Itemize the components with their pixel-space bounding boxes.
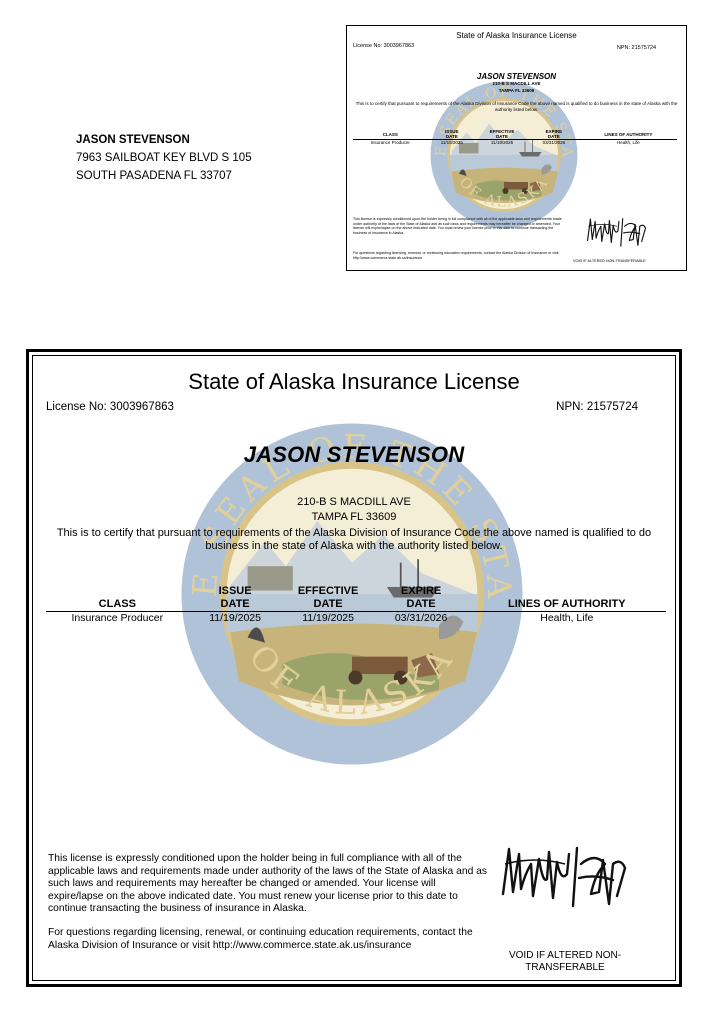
holder-address-line1: 210-B S MACDILL AVE — [297, 496, 411, 508]
small-license-card — [346, 25, 687, 271]
holder-address-line2: TAMPA FL 33609 — [311, 511, 397, 523]
void-notice: VOID IF ALTERED NON-TRANSFERABLE — [573, 259, 646, 263]
cell-expire: 03/31/2026 — [542, 140, 566, 145]
license-number: License No: 3003967863 — [46, 401, 174, 413]
large-license-card — [26, 349, 682, 987]
license-number: License No: 3003967863 — [353, 43, 415, 49]
holder-name: JASON STEVENSON — [243, 442, 465, 467]
header-loa: LINES OF AUTHORITY — [604, 131, 653, 137]
condition-text: This license is expressly conditioned upon the holder being in full compliance with all of the applicable laws and requirements made under authority of the laws of the State of Alaska and as such laws and requirements may hereafter be changed or amended. Your license will expire/lapse on the above indicated date. You must renew your license prior to this date to continue transacting the business of insurance in Alaska. — [48, 853, 488, 914]
npn-number: NPN: 21575724 — [616, 45, 656, 51]
table-row — [46, 612, 666, 626]
cell-class: Insurance Producer — [370, 140, 410, 145]
mailing-line2: SOUTH PASADENA FL 33707 — [76, 170, 232, 182]
holder-name: JASON STEVENSON — [476, 72, 557, 81]
table-header-row — [46, 585, 666, 612]
table-header-row — [353, 129, 677, 140]
cell-loa: Health, Life — [540, 612, 594, 624]
cell-expire: 03/31/2026 — [394, 612, 448, 624]
header-issue-date: DATE — [445, 134, 458, 139]
holder-address-line2: TAMPA FL 33609 — [498, 88, 535, 93]
header-issue-date: DATE — [220, 598, 250, 610]
license-table — [353, 129, 677, 145]
header-effective-date: DATE — [496, 134, 508, 139]
condition-text: This license is expressly conditioned upon the holder being in full compliance with all of the applicable laws and requirements made under authority of the laws of the State of Alaska and as such laws and requirements may hereafter be changed or amended. Your license will expire/lapse on the above indicated date. You must renew your license prior to this date to continue transacting the business of insurance in Alaska. — [353, 217, 562, 235]
header-expire-date: DATE — [547, 134, 560, 139]
header-expire: EXPIRE — [400, 585, 442, 597]
table-row — [353, 140, 677, 146]
header-class: CLASS — [98, 598, 136, 610]
certify-statement: This is to certify that pursuant to requirements of the Alaska Division of Insurance Code the above named is qualified to do business in the state of Alaska with the authority listed below. — [56, 527, 652, 552]
signature-icon — [495, 834, 635, 914]
void-notice: VOID IF ALTERED NON-TRANSFERABLE — [508, 950, 622, 973]
cell-issue: 11/19/2025 — [209, 612, 261, 624]
header-loa: LINES OF AUTHORITY — [508, 598, 626, 610]
header-class: CLASS — [382, 131, 398, 137]
license-table — [46, 585, 666, 625]
header-expire: EXPIRE — [545, 129, 563, 134]
questions-text: For questions regarding licensing, renewal, or continuing education requirements, contact the Alaska Division of Insurance or visit http://www.commerce.state.ak.us/insurance — [353, 251, 559, 260]
header-effective: EFFECTIVE — [297, 585, 359, 597]
header-issue: ISSUE — [445, 129, 459, 134]
signature-icon — [571, 212, 663, 250]
certify-statement: This is to certify that pursuant to requirements of the Alaska Division of Insurance Code the above named is qualified to do business in the state of Alaska with the authority listed below. — [355, 101, 678, 112]
mailing-address — [76, 131, 252, 185]
cell-issue: 11/19/2025 — [440, 140, 463, 145]
holder-address-line1: 210-B S MACDILL AVE — [492, 81, 541, 86]
cell-class: Insurance Producer — [71, 612, 164, 624]
card-inner-frame — [32, 355, 676, 981]
questions-text: For questions regarding licensing, renewal, or continuing education requirements, contact the Alaska Division of Insurance or visit http://www.commerce.state.ak.us/insurance — [48, 927, 473, 951]
card-title: State of Alaska Insurance License — [188, 369, 520, 394]
cell-effective: 11/19/2025 — [490, 140, 514, 145]
mailing-line1: 7963 SAILBOAT KEY BLVD S 105 — [76, 152, 252, 164]
npn-number: NPN: 21575724 — [556, 401, 638, 413]
header-expire-date: DATE — [406, 598, 436, 610]
cell-effective: 11/19/2025 — [302, 612, 354, 624]
header-issue: ISSUE — [218, 585, 252, 597]
mailing-name: JASON STEVENSON — [76, 134, 190, 146]
cell-loa: Health, Life — [617, 140, 640, 145]
card-title: State of Alaska Insurance License — [456, 31, 577, 40]
header-effective: EFFECTIVE — [489, 129, 515, 134]
header-effective-date: DATE — [313, 598, 343, 610]
